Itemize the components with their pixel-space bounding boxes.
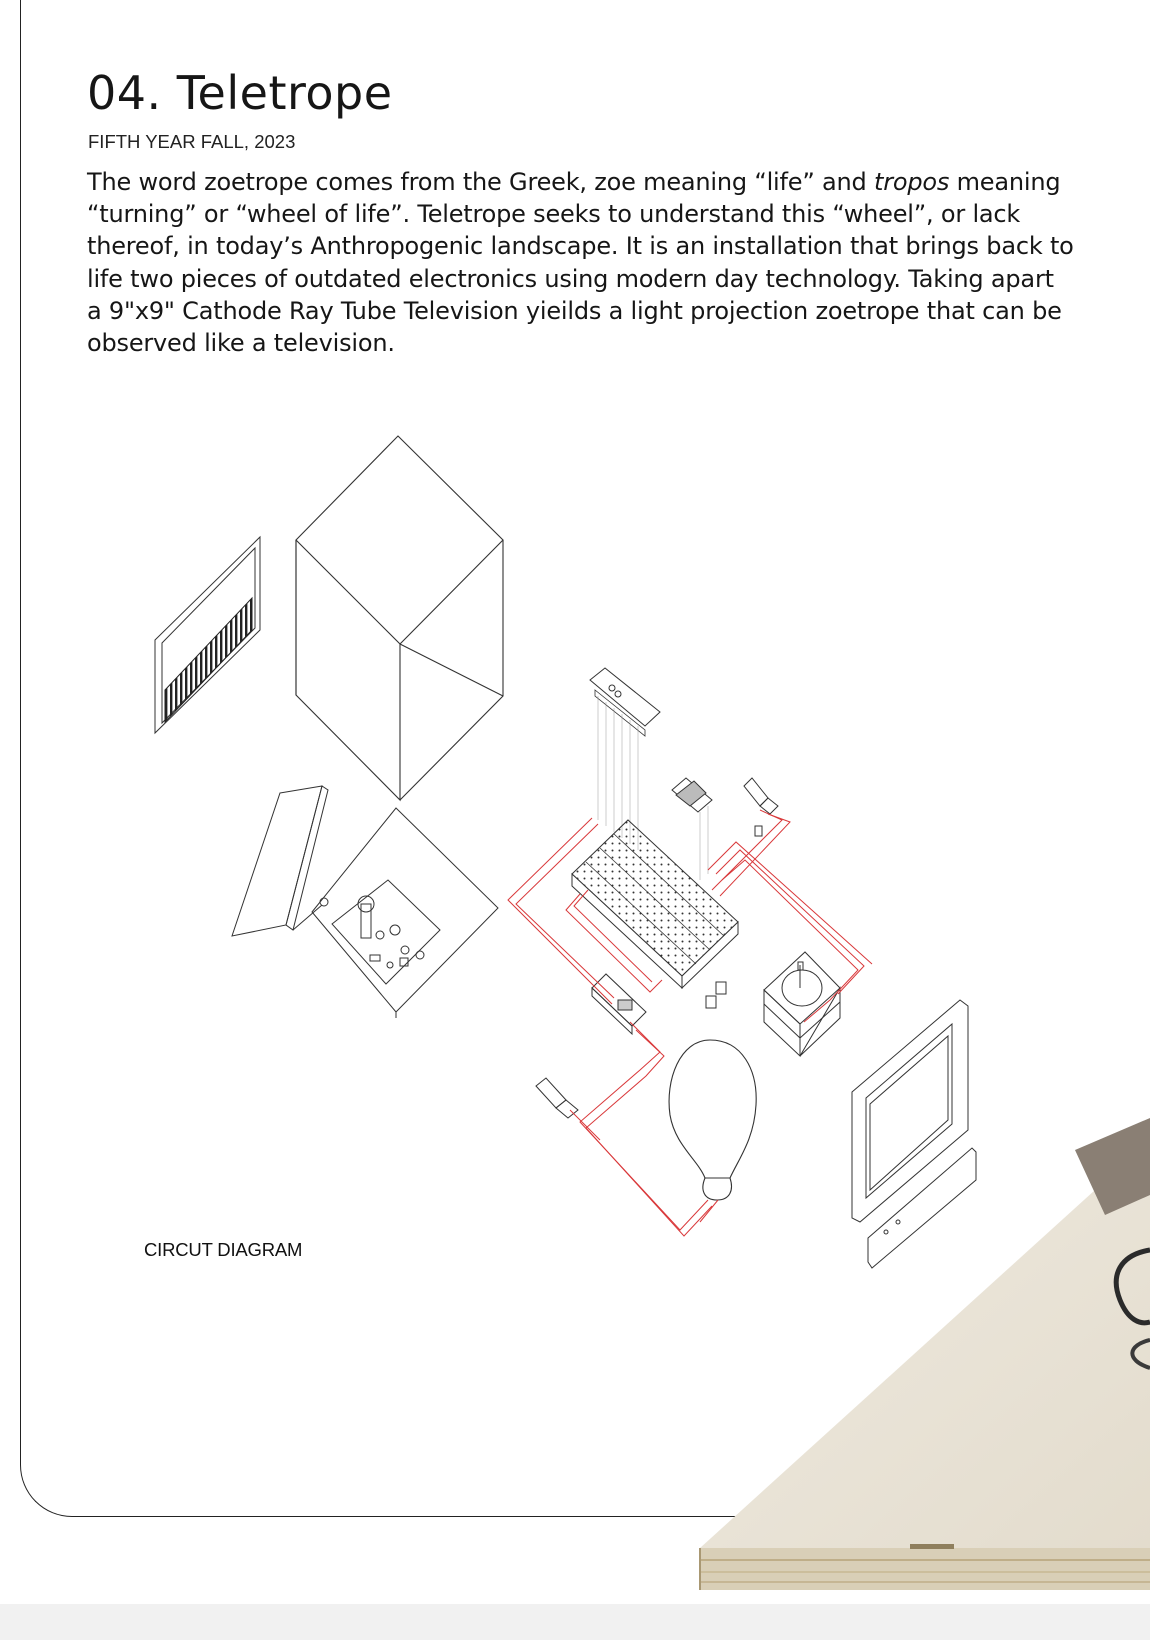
motor-driver-chip [672, 778, 712, 880]
tv-circuit-board [312, 808, 498, 1018]
stepper-motor [764, 952, 840, 1056]
description-line-1: The word zoetrope comes from the Greek, zoe meaning “life” and tropos meaning [87, 168, 1061, 196]
project-date: FIFTH YEAR FALL, 2023 [88, 131, 296, 152]
description-line-6: observed like a television. [87, 329, 395, 358]
description-line-2: “turning” or “wheel of life”. Teletrope seeks to understand this “wheel”, or lack [87, 200, 1021, 229]
vent-panel [155, 537, 260, 733]
tv-housing [296, 436, 503, 800]
page-title: 04. Teletrope [87, 66, 393, 120]
light-bulb [669, 1040, 756, 1200]
relay-module [592, 974, 646, 1034]
tv-frame [852, 1000, 976, 1268]
diagram-caption: CIRCUT DIAGRAM [144, 1239, 303, 1260]
switch-components [706, 982, 726, 1008]
description-line-3: thereof, in today’s Anthropogenic landscape. It is an installation that brings back to [87, 232, 1074, 261]
description-line-5: a 9"x9" Cathode Ray Tube Television yieilds a light projection zoetrope that can be [87, 296, 1062, 325]
description-line-4: life two pieces of outdated electronics using modern day technology. Taking apart [87, 264, 1054, 293]
breadboard [572, 820, 738, 988]
small-connector [744, 778, 778, 836]
page-bottom-strip [0, 1604, 1150, 1640]
italic-word: tropos [873, 168, 950, 196]
